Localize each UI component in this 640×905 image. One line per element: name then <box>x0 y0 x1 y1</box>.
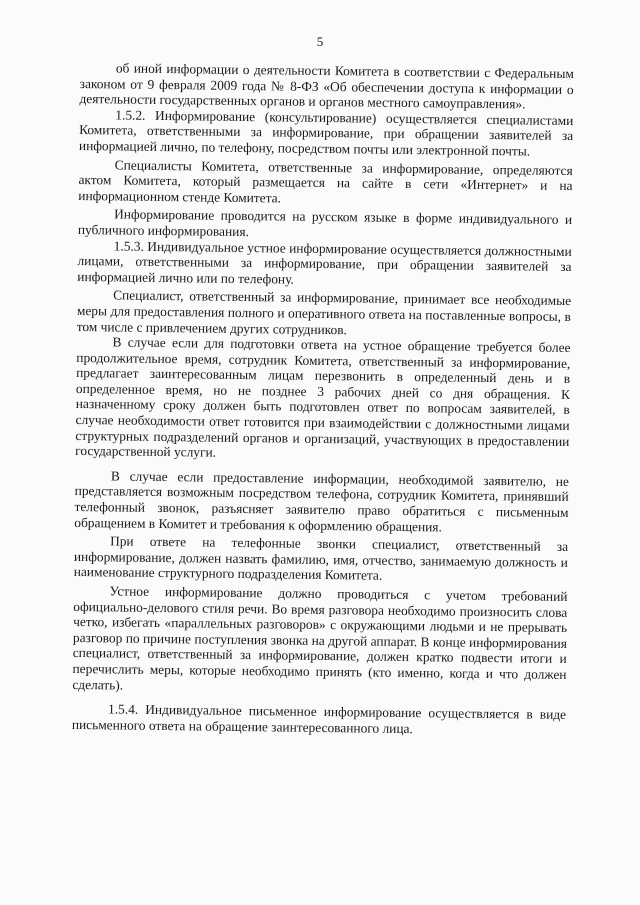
document-body <box>72 60 574 738</box>
paragraph-1-5-4: 1.5.4. Индивидуальное письменное информирование осуществляется в виде письменного ответа на обращение заинтересованного лица. <box>71 701 567 736</box>
paragraph-specialists: Специалисты Комитета, ответственные за информирование, определяются актом Комитета, который размещается на сайте в сети «Интернет» и на информационном стенде Комитета. <box>78 156 573 206</box>
paragraph-1-5-3: 1.5.3. Индивидуальное устное информирование осуществляется должностными лицами, ответственными за информирование, при обращении заявителей за информацией лично или по телефону. <box>77 237 572 287</box>
paragraph-1-5-2: 1.5.2. Информирование (консультирование) осуществляется специалистами Комитета, ответственными за информирование, при обращении заявителей за информацией лично, по телефону, посредством почты или электронной почты. <box>78 107 574 159</box>
paragraph-language: Информирование проводится на русском языке в форме индивидуального и публичного информирования. <box>77 206 573 240</box>
paragraph-specialist-measures: Специалист, ответственный за информирование, принимает все необходимые меры для предоставления полного и оперативного ответа на поставленные вопросы, в том числе с привлечением других сотрудников. <box>76 287 572 337</box>
paragraph-oral-style: Устное информирование должно проводиться с учетом требований официально-делового стиля речи. Во время разговора необходимо произносить слова четко, избегать «параллельных разговоров» с окружающими людьми и не прерывать разговор по причине поступления звонка на другой аппарат. В конце информирования специалист, ответственный за информирование, должен кратко подвести итоги и перечислить меры, которые необходимо принять (кто именно, когда и что должен сделать). <box>72 583 568 693</box>
paragraph-phone-answer: При ответе на телефонные звонки специалист, ответственный за информирование, должен назвать фамилию, имя, отчество, занимаемую должность и наименование структурного подразделения Комитета. <box>73 533 569 584</box>
paragraph-extended-time: В случае если для подготовки ответа на устное обращение требуется более продолжительное время, сотрудник Комитета, ответственный за информирование, предлагает заинтересованным лицам перезвонить в определенный день и в определенное время, но не позднее 3 рабочих дней со дня обращения. К назначенному сроку должен быть подготовлен ответ по вопросам заявителей, в случае необходимости ответ готовится при взаимодействии с должностными лицами структурных подразделений органов и организаций, участвующих в предоставлении государственной услуги. <box>75 334 571 460</box>
paragraph-federal-law-reference: об иной информации о деятельности Комитета в соответствии с Федеральным законом от 9 февраля 2009 года № 8-ФЗ «Об обеспечении доступа к информации о деятельности государственных органов и органов местного самоуправления». <box>79 60 574 112</box>
paragraph-phone-impossible: В случае если предоставление информации, необходимой заявителю, не представляется возможным посредством телефона, сотрудник Комитета, принявший телефонный звонок, разъясняет заявителю право обратиться с письменным обращением в Комитет и требования к оформлению обращения. <box>74 468 569 535</box>
page-number: 5 <box>316 34 324 49</box>
